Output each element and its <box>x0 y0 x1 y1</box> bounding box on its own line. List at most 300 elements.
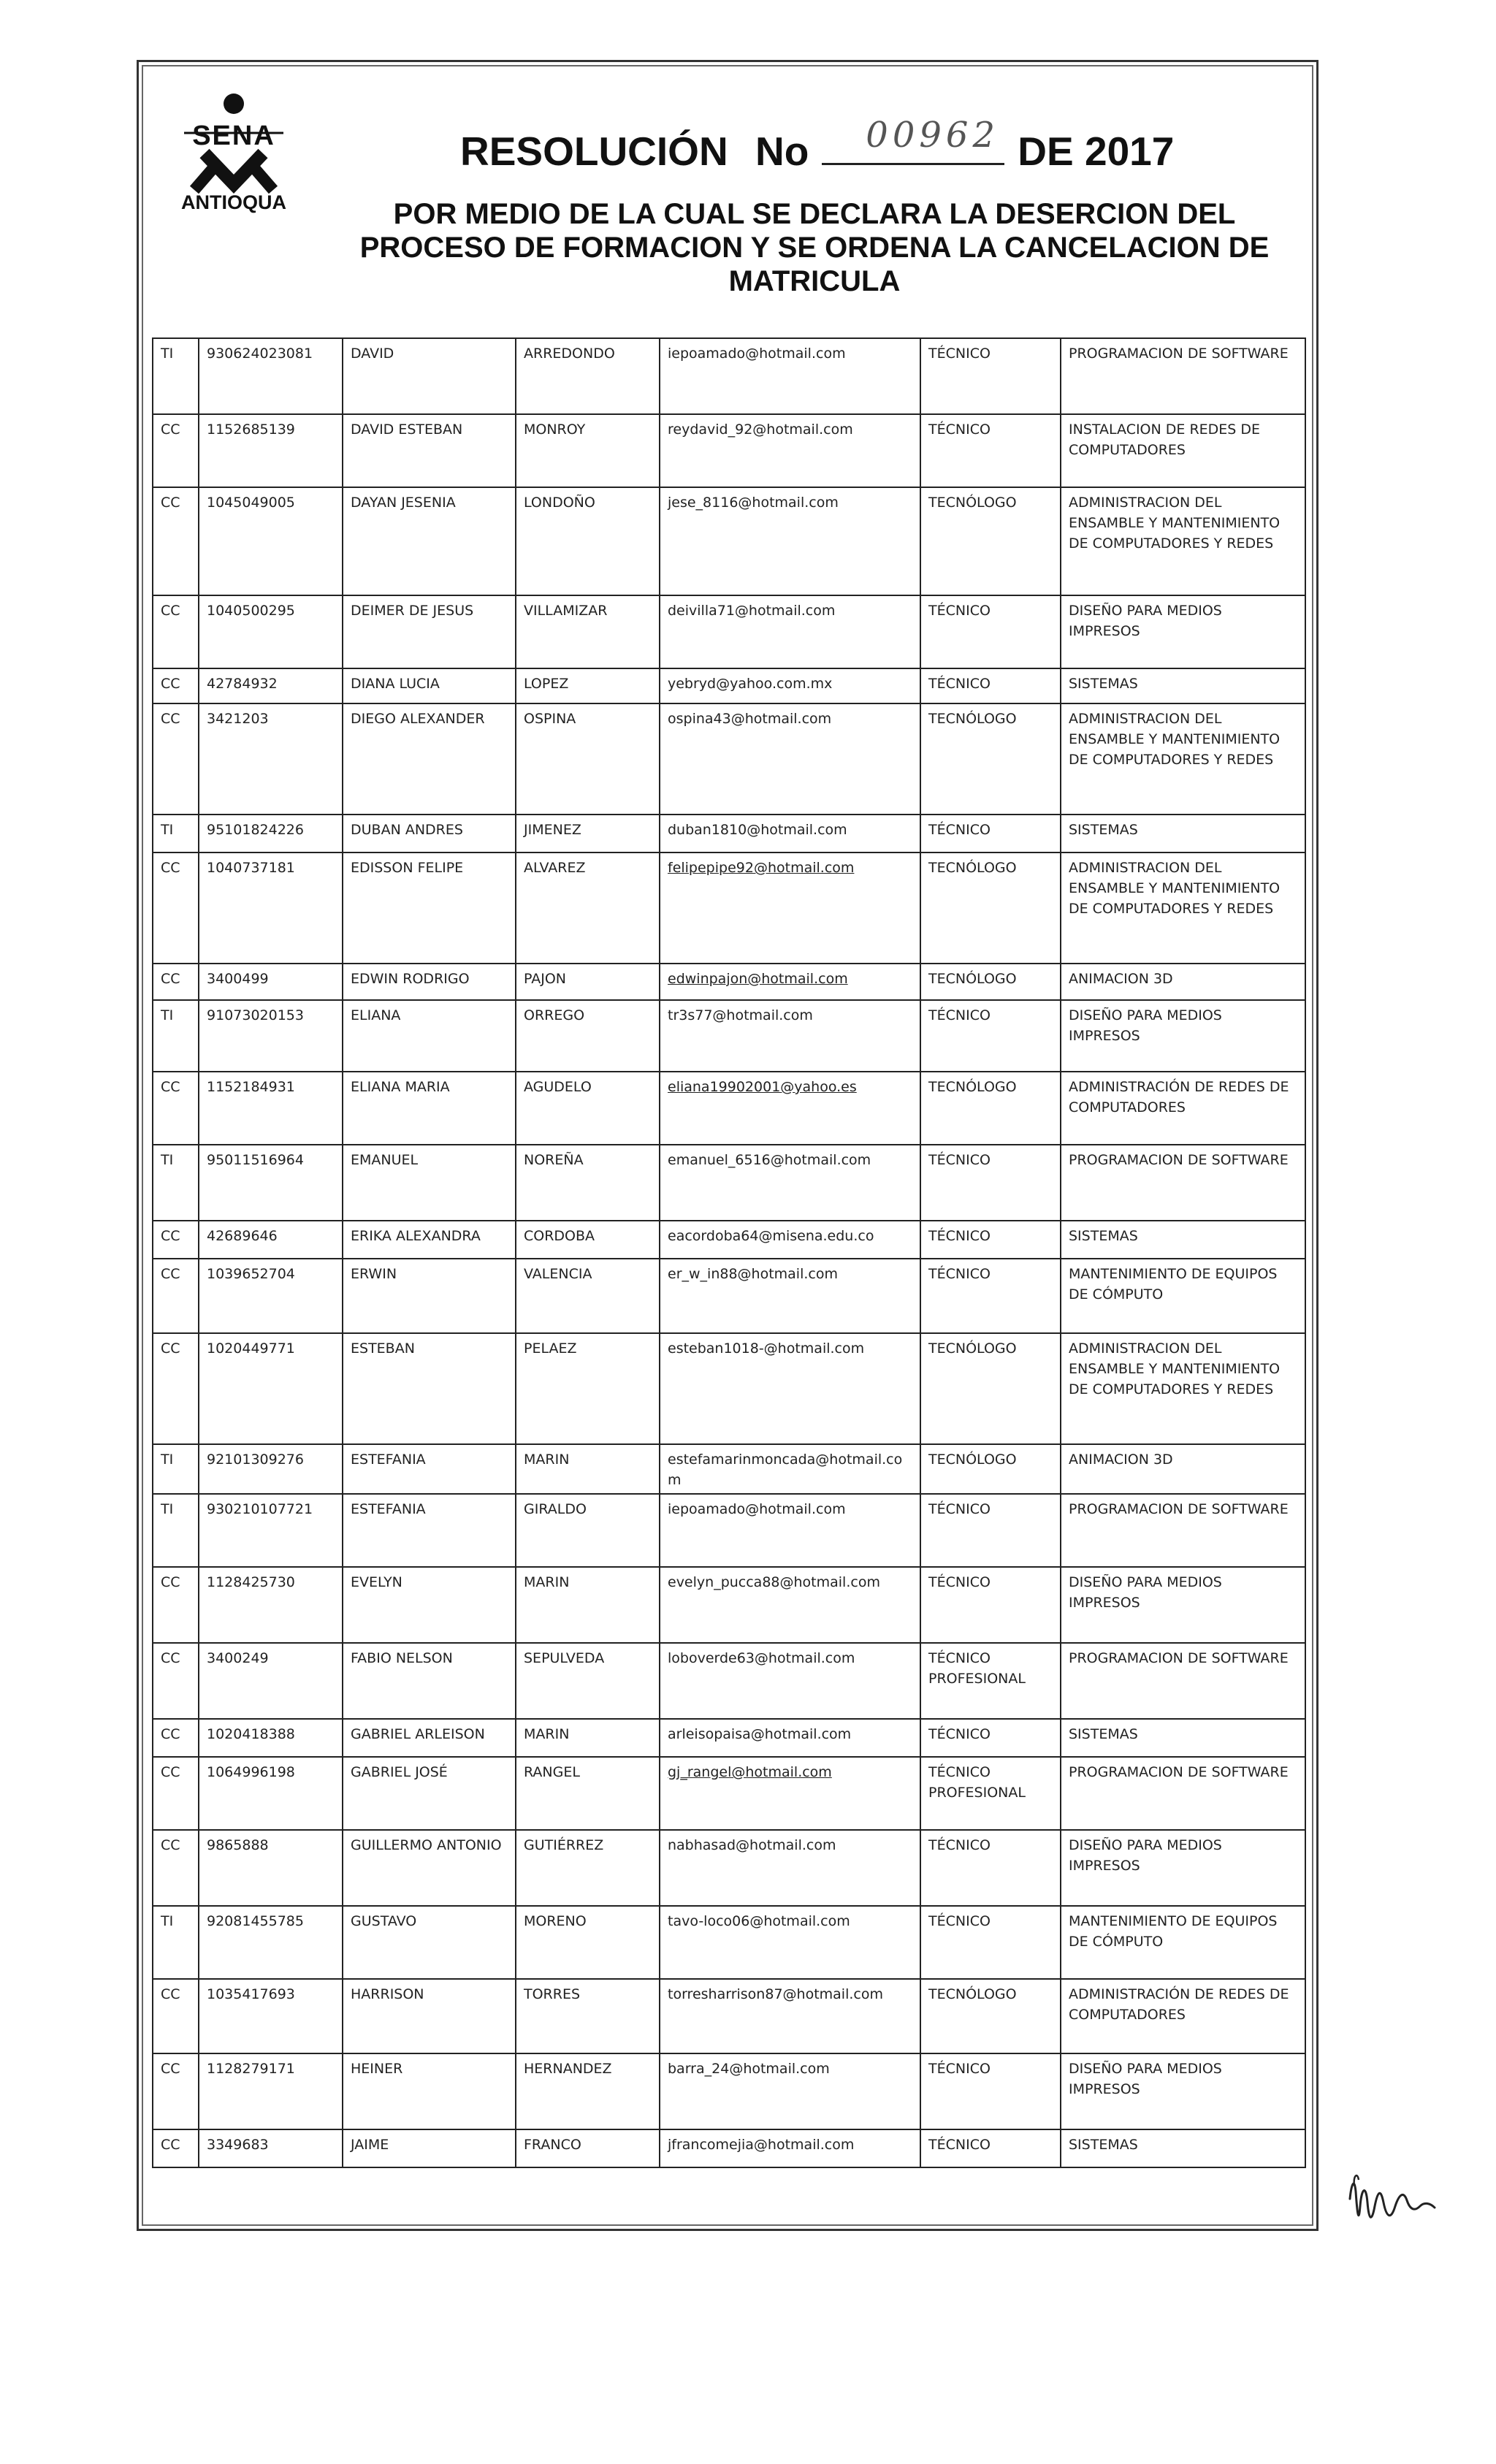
cell-document-number <box>199 815 343 853</box>
cell-first-names <box>343 1979 516 2053</box>
cell-email-text: duban1810@hotmail.com <box>668 822 847 838</box>
cell-email-text: tavo-loco06@hotmail.com <box>668 1913 850 1929</box>
table-row <box>153 1494 1305 1567</box>
cell-email-text: arleisopaisa@hotmail.com <box>668 1726 852 1742</box>
cell-doc-type-text: CC <box>161 495 180 511</box>
cell-first-names-text: ELIANA MARIA <box>351 1079 450 1095</box>
cell-document-number-text: 1035417693 <box>207 1986 295 2002</box>
cell-program <box>1061 1221 1305 1259</box>
cell-email <box>660 2053 920 2129</box>
cell-first-names <box>343 1444 516 1494</box>
cell-program-text: DISEÑO PARA MEDIOS IMPRESOS <box>1069 1837 1222 1874</box>
resolution-title <box>460 115 1175 175</box>
cell-first-names <box>343 595 516 668</box>
cell-first-names <box>343 1072 516 1145</box>
cell-document-number <box>199 964 343 1000</box>
cell-level <box>920 1221 1061 1259</box>
cell-last-name-text: CORDOBA <box>524 1228 595 1244</box>
cell-level <box>920 1145 1061 1221</box>
cell-doc-type <box>153 1000 199 1072</box>
cell-document-number-text: 3400499 <box>207 971 269 987</box>
cell-level-text: TÉCNICO <box>928 2061 991 2077</box>
cell-first-names-text: DIANA LUCIA <box>351 676 440 692</box>
cell-level-text: TÉCNICO <box>928 346 991 362</box>
cell-document-number <box>199 1830 343 1906</box>
cell-doc-type <box>153 338 199 414</box>
cell-program-text: SISTEMAS <box>1069 1726 1138 1742</box>
cell-program <box>1061 1145 1305 1221</box>
cell-email-text: jese_8116@hotmail.com <box>668 495 839 511</box>
cell-document-number <box>199 1444 343 1494</box>
cell-document-number-text: 930624023081 <box>207 346 313 362</box>
cell-doc-type-text: TI <box>161 822 174 838</box>
cell-level <box>920 338 1061 414</box>
cell-first-names-text: ERWIN <box>351 1266 397 1282</box>
cell-doc-type <box>153 1259 199 1333</box>
cell-document-number-text: 91073020153 <box>207 1007 304 1023</box>
cell-first-names <box>343 853 516 964</box>
cell-doc-type <box>153 1145 199 1221</box>
cell-level-text: TÉCNICO <box>928 822 991 838</box>
cell-document-number-text: 9865888 <box>207 1837 269 1853</box>
cell-email <box>660 853 920 964</box>
cell-doc-type-text: TI <box>161 1913 174 1929</box>
cell-last-name <box>516 487 660 595</box>
cell-document-number-text: 1020449771 <box>207 1340 295 1357</box>
cell-last-name-text: LONDOÑO <box>524 495 595 511</box>
cell-email-text: emanuel_6516@hotmail.com <box>668 1152 871 1168</box>
cell-last-name-text: NOREÑA <box>524 1152 584 1168</box>
cell-first-names <box>343 414 516 487</box>
cell-last-name <box>516 1643 660 1719</box>
cell-last-name-text: VALENCIA <box>524 1266 592 1282</box>
cell-doc-type-text: CC <box>161 1986 180 2002</box>
cell-document-number-text: 1152184931 <box>207 1079 295 1095</box>
cell-last-name-text: MARIN <box>524 1574 570 1590</box>
cell-first-names <box>343 1719 516 1757</box>
cell-last-name-text: AGUDELO <box>524 1079 592 1095</box>
cell-last-name <box>516 1072 660 1145</box>
table-row <box>153 1145 1305 1221</box>
cell-first-names-text: DAVID <box>351 346 394 362</box>
cell-first-names-text: FABIO NELSON <box>351 1650 453 1666</box>
cell-level <box>920 487 1061 595</box>
cell-level <box>920 414 1061 487</box>
cell-last-name <box>516 2053 660 2129</box>
cell-level-text: TÉCNICO PROFESIONAL <box>928 1764 1026 1801</box>
cell-last-name <box>516 1000 660 1072</box>
table-row <box>153 1719 1305 1757</box>
cell-first-names <box>343 1757 516 1830</box>
cell-email-text: torresharrison87@hotmail.com <box>668 1986 883 2002</box>
cell-email <box>660 1757 920 1830</box>
cell-last-name-text: VILLAMIZAR <box>524 603 608 619</box>
cell-last-name-text: GIRALDO <box>524 1501 587 1517</box>
cell-document-number <box>199 338 343 414</box>
cell-document-number <box>199 703 343 815</box>
cell-program <box>1061 1444 1305 1494</box>
cell-level <box>920 1444 1061 1494</box>
cell-doc-type <box>153 487 199 595</box>
cell-email <box>660 1643 920 1719</box>
cell-last-name-text: ARREDONDO <box>524 346 615 362</box>
cell-last-name-text: MARIN <box>524 1726 570 1742</box>
cell-doc-type-text: TI <box>161 1007 174 1023</box>
cell-email <box>660 1979 920 2053</box>
cell-doc-type <box>153 595 199 668</box>
cell-doc-type <box>153 1643 199 1719</box>
cell-program <box>1061 1719 1305 1757</box>
cell-document-number <box>199 1145 343 1221</box>
cell-doc-type-text: CC <box>161 711 180 727</box>
cell-level-text: TÉCNICO <box>928 1501 991 1517</box>
cell-level-text: TÉCNICO <box>928 2137 991 2153</box>
table-row <box>153 1000 1305 1072</box>
cell-first-names <box>343 1830 516 1906</box>
cell-last-name <box>516 595 660 668</box>
cell-last-name <box>516 1830 660 1906</box>
cell-document-number-text: 3400249 <box>207 1650 269 1666</box>
cell-email-text: ospina43@hotmail.com <box>668 711 832 727</box>
cell-doc-type <box>153 853 199 964</box>
cell-document-number-text: 42689646 <box>207 1228 278 1244</box>
cell-level <box>920 1259 1061 1333</box>
cell-document-number <box>199 1000 343 1072</box>
cell-first-names-text: GUILLERMO ANTONIO <box>351 1837 502 1853</box>
cell-first-names-text: ESTEFANIA <box>351 1501 426 1517</box>
cell-doc-type-text: CC <box>161 1079 180 1095</box>
cell-email <box>660 1145 920 1221</box>
cell-email <box>660 1259 920 1333</box>
cell-email <box>660 815 920 853</box>
cell-program-text: DISEÑO PARA MEDIOS IMPRESOS <box>1069 1007 1222 1044</box>
cell-document-number-text: 42784932 <box>207 676 278 692</box>
cell-first-names <box>343 1145 516 1221</box>
cell-level <box>920 1757 1061 1830</box>
cell-last-name <box>516 703 660 815</box>
cell-document-number <box>199 1567 343 1643</box>
cell-last-name-text: RANGEL <box>524 1764 580 1780</box>
cell-email-text: er_w_in88@hotmail.com <box>668 1266 838 1282</box>
cell-first-names <box>343 815 516 853</box>
cell-last-name <box>516 1906 660 1979</box>
table-row <box>153 703 1305 815</box>
logo-brand: SENA <box>192 121 275 151</box>
cell-first-names <box>343 668 516 703</box>
cell-doc-type <box>153 1333 199 1444</box>
cell-email-text: gj_rangel@hotmail.com <box>668 1764 832 1780</box>
cell-first-names <box>343 1567 516 1643</box>
cell-email-text: loboverde63@hotmail.com <box>668 1650 855 1666</box>
cell-program-text: ADMINISTRACION DEL ENSAMBLE Y MANTENIMIENTO DE COMPUTADORES Y REDES <box>1069 1340 1281 1397</box>
cell-last-name <box>516 1494 660 1567</box>
cell-level <box>920 2053 1061 2129</box>
cell-document-number <box>199 1757 343 1830</box>
cell-last-name-text: LOPEZ <box>524 676 569 692</box>
cell-first-names <box>343 1000 516 1072</box>
cell-level-text: TECNÓLOGO <box>928 1986 1017 2002</box>
cell-last-name-text: PAJON <box>524 971 567 987</box>
cell-email <box>660 338 920 414</box>
cell-program <box>1061 414 1305 487</box>
cell-last-name <box>516 1333 660 1444</box>
cell-doc-type-text: CC <box>161 1228 180 1244</box>
cell-program <box>1061 1567 1305 1643</box>
cell-level-text: TECNÓLOGO <box>928 495 1017 511</box>
cell-program <box>1061 487 1305 595</box>
cell-level <box>920 1567 1061 1643</box>
cell-document-number-text: 1020418388 <box>207 1726 295 1742</box>
cell-last-name <box>516 338 660 414</box>
cell-document-number <box>199 2053 343 2129</box>
cell-first-names <box>343 1259 516 1333</box>
cell-first-names-text: EMANUEL <box>351 1152 419 1168</box>
cell-level-text: TÉCNICO <box>928 1228 991 1244</box>
cell-level <box>920 1643 1061 1719</box>
cell-document-number-text: 92081455785 <box>207 1913 304 1929</box>
cell-first-names <box>343 2053 516 2129</box>
cell-doc-type <box>153 1830 199 1906</box>
cell-program <box>1061 1830 1305 1906</box>
cell-last-name-text: ALVAREZ <box>524 860 586 876</box>
cell-level <box>920 1000 1061 1072</box>
cell-level <box>920 1072 1061 1145</box>
cell-first-names-text: DIEGO ALEXANDER <box>351 711 485 727</box>
cell-doc-type-text: TI <box>161 1452 174 1468</box>
cell-document-number <box>199 1494 343 1567</box>
cell-document-number-text: 1128279171 <box>207 2061 295 2077</box>
cell-document-number-text: 1128425730 <box>207 1574 295 1590</box>
cell-program-text: DISEÑO PARA MEDIOS IMPRESOS <box>1069 1574 1222 1611</box>
cell-doc-type <box>153 1979 199 2053</box>
cell-document-number <box>199 853 343 964</box>
cell-first-names <box>343 338 516 414</box>
cell-program-text: SISTEMAS <box>1069 822 1138 838</box>
cell-level-text: TÉCNICO <box>928 1726 991 1742</box>
cell-level <box>920 964 1061 1000</box>
cell-document-number <box>199 414 343 487</box>
title-suffix: DE 2017 <box>1018 129 1175 174</box>
cell-program-text: PROGRAMACION DE SOFTWARE <box>1069 1152 1289 1168</box>
cell-last-name <box>516 1757 660 1830</box>
cell-level <box>920 1830 1061 1906</box>
cell-last-name <box>516 1567 660 1643</box>
cell-document-number <box>199 2129 343 2167</box>
cell-level <box>920 2129 1061 2167</box>
cell-level-text: TÉCNICO <box>928 676 991 692</box>
cell-doc-type <box>153 815 199 853</box>
cell-email-text: iepoamado@hotmail.com <box>668 1501 846 1517</box>
cell-doc-type <box>153 2129 199 2167</box>
cell-email <box>660 1719 920 1757</box>
cell-doc-type-text: CC <box>161 1764 180 1780</box>
table-row <box>153 853 1305 964</box>
cell-first-names-text: GUSTAVO <box>351 1913 417 1929</box>
cell-doc-type-text: CC <box>161 1574 180 1590</box>
cell-doc-type <box>153 2053 199 2129</box>
cell-first-names-text: GABRIEL JOSÉ <box>351 1764 448 1780</box>
cell-program <box>1061 1333 1305 1444</box>
cell-last-name <box>516 1979 660 2053</box>
resolution-number: 00962 <box>866 115 999 156</box>
table-row <box>153 1444 1305 1494</box>
cell-level-text: TECNÓLOGO <box>928 711 1017 727</box>
cell-program <box>1061 2129 1305 2167</box>
cell-document-number <box>199 1643 343 1719</box>
cell-first-names-text: EDISSON FELIPE <box>351 860 464 876</box>
cell-level-text: TÉCNICO <box>928 1152 991 1168</box>
cell-level <box>920 1494 1061 1567</box>
cell-first-names <box>343 703 516 815</box>
cell-first-names <box>343 964 516 1000</box>
cell-level-text: TECNÓLOGO <box>928 1340 1017 1357</box>
cell-document-number <box>199 595 343 668</box>
cell-email-text: nabhasad@hotmail.com <box>668 1837 836 1853</box>
table-row <box>153 1072 1305 1145</box>
cell-program <box>1061 2053 1305 2129</box>
cell-level-text: TECNÓLOGO <box>928 971 1017 987</box>
table-row <box>153 1567 1305 1643</box>
cell-document-number-text: 930210107721 <box>207 1501 313 1517</box>
table-row <box>153 595 1305 668</box>
cell-program <box>1061 338 1305 414</box>
cell-doc-type-text: CC <box>161 1650 180 1666</box>
cell-document-number-text: 3421203 <box>207 711 269 727</box>
cell-email-text: esteban1018-@hotmail.com <box>668 1340 865 1357</box>
table-row <box>153 1643 1305 1719</box>
cell-program-text: ADMINISTRACIÓN DE REDES DE COMPUTADORES <box>1069 1079 1289 1115</box>
cell-last-name <box>516 668 660 703</box>
cell-email <box>660 1906 920 1979</box>
cell-level <box>920 815 1061 853</box>
cell-email-text: deivilla71@hotmail.com <box>668 603 836 619</box>
table-row <box>153 1259 1305 1333</box>
cell-document-number-text: 92101309276 <box>207 1452 304 1468</box>
cell-first-names-text: DAVID ESTEBAN <box>351 422 463 438</box>
cell-doc-type <box>153 1719 199 1757</box>
cell-first-names-text: DUBAN ANDRES <box>351 822 463 838</box>
cell-document-number <box>199 1906 343 1979</box>
cell-last-name-text: ORREGO <box>524 1007 585 1023</box>
cell-level-text: TECNÓLOGO <box>928 1452 1017 1468</box>
cell-first-names-text: ESTEBAN <box>351 1340 415 1357</box>
cell-first-names-text: ERIKA ALEXANDRA <box>351 1228 481 1244</box>
cell-program-text: MANTENIMIENTO DE EQUIPOS DE CÓMPUTO <box>1069 1266 1278 1302</box>
cell-program-text: SISTEMAS <box>1069 1228 1138 1244</box>
cell-doc-type-text: CC <box>161 2061 180 2077</box>
title-no-label: No <box>755 129 809 174</box>
cell-program-text: ADMINISTRACION DEL ENSAMBLE Y MANTENIMIENTO DE COMPUTADORES Y REDES <box>1069 711 1281 768</box>
cell-document-number <box>199 1072 343 1145</box>
cell-first-names-text: DAYAN JESENIA <box>351 495 456 511</box>
cell-doc-type-text: CC <box>161 603 180 619</box>
cell-doc-type <box>153 1494 199 1567</box>
table-row <box>153 338 1305 414</box>
cell-program-text: PROGRAMACION DE SOFTWARE <box>1069 1501 1289 1517</box>
cell-document-number <box>199 1333 343 1444</box>
cell-first-names-text: EDWIN RODRIGO <box>351 971 470 987</box>
cell-program-text: SISTEMAS <box>1069 2137 1138 2153</box>
cell-document-number-text: 95011516964 <box>207 1152 304 1168</box>
cell-last-name <box>516 815 660 853</box>
cell-email-text: yebryd@yahoo.com.mx <box>668 676 833 692</box>
cell-level <box>920 595 1061 668</box>
cell-email <box>660 1333 920 1444</box>
cell-level-text: TÉCNICO <box>928 1574 991 1590</box>
cell-program <box>1061 1757 1305 1830</box>
cell-first-names-text: DEIMER DE JESUS <box>351 603 474 619</box>
cell-email-text: tr3s77@hotmail.com <box>668 1007 813 1023</box>
table-row <box>153 1906 1305 1979</box>
cell-program <box>1061 1494 1305 1567</box>
cell-level <box>920 853 1061 964</box>
cell-document-number-text: 1040737181 <box>207 860 295 876</box>
table-row <box>153 1830 1305 1906</box>
cell-document-number <box>199 668 343 703</box>
cell-last-name <box>516 964 660 1000</box>
cell-first-names-text: EVELYN <box>351 1574 402 1590</box>
cell-level-text: TECNÓLOGO <box>928 860 1017 876</box>
cell-email <box>660 1072 920 1145</box>
cell-first-names-text: HEINER <box>351 2061 403 2077</box>
cell-document-number <box>199 1259 343 1333</box>
cell-program <box>1061 815 1305 853</box>
cell-last-name-text: MONROY <box>524 422 586 438</box>
cell-program-text: DISEÑO PARA MEDIOS IMPRESOS <box>1069 2061 1222 2097</box>
cell-last-name <box>516 1719 660 1757</box>
cell-first-names <box>343 2129 516 2167</box>
cell-first-names <box>343 1906 516 1979</box>
cell-doc-type <box>153 1906 199 1979</box>
cell-document-number-text: 1045049005 <box>207 495 295 511</box>
cell-doc-type-text: CC <box>161 1340 180 1357</box>
cell-document-number-text: 1039652704 <box>207 1266 295 1282</box>
cell-doc-type <box>153 1757 199 1830</box>
cell-email <box>660 1000 920 1072</box>
cell-level-text: TÉCNICO <box>928 1007 991 1023</box>
cell-doc-type-text: CC <box>161 676 180 692</box>
cell-email-text: reydavid_92@hotmail.com <box>668 422 853 438</box>
cell-program-text: PROGRAMACION DE SOFTWARE <box>1069 346 1289 362</box>
cell-first-names <box>343 1494 516 1567</box>
cell-program <box>1061 595 1305 668</box>
cell-last-name-text: OSPINA <box>524 711 576 727</box>
cell-program-text: ANIMACION 3D <box>1069 971 1173 987</box>
cell-first-names <box>343 487 516 595</box>
cell-document-number-text: 95101824226 <box>207 822 304 838</box>
cell-program-text: ADMINISTRACION DEL ENSAMBLE Y MANTENIMIENTO DE COMPUTADORES Y REDES <box>1069 495 1281 552</box>
cell-last-name <box>516 1221 660 1259</box>
cell-level-text: TÉCNICO <box>928 603 991 619</box>
cell-level <box>920 1906 1061 1979</box>
resolution-number-field <box>822 115 1004 165</box>
table-row <box>153 668 1305 703</box>
cell-last-name <box>516 1145 660 1221</box>
cell-program <box>1061 964 1305 1000</box>
cell-last-name <box>516 1259 660 1333</box>
cell-email-text: jfrancomejia@hotmail.com <box>668 2137 855 2153</box>
cell-program-text: INSTALACION DE REDES DE COMPUTADORES <box>1069 422 1261 458</box>
cell-email <box>660 1221 920 1259</box>
cell-email <box>660 1494 920 1567</box>
table-row <box>153 1221 1305 1259</box>
cell-first-names <box>343 1333 516 1444</box>
cell-doc-type-text: CC <box>161 422 180 438</box>
cell-email <box>660 964 920 1000</box>
table-row <box>153 2053 1305 2129</box>
cell-document-number-text: 1064996198 <box>207 1764 295 1780</box>
cell-email <box>660 487 920 595</box>
